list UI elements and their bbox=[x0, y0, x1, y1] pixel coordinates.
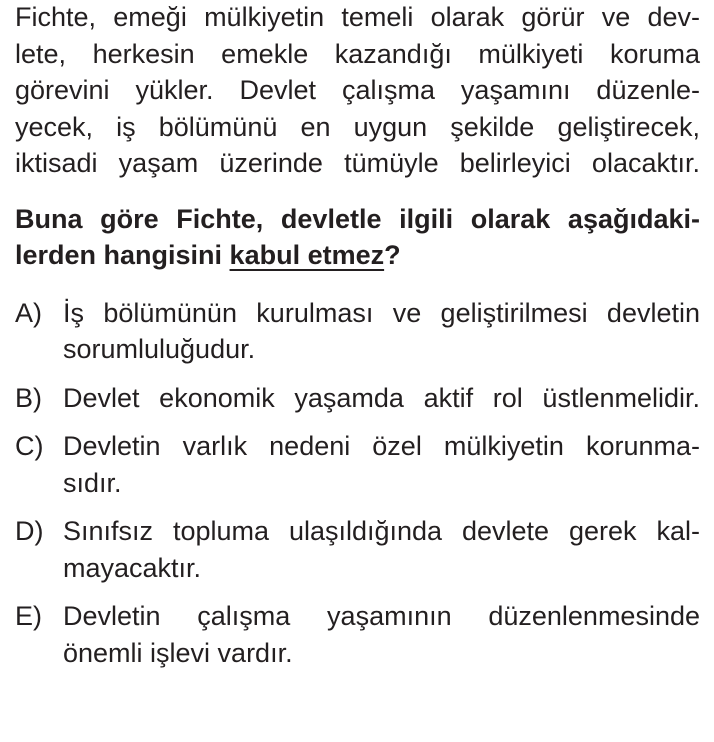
option-text bbox=[63, 295, 700, 368]
option-line: önemli işlevi vardır. bbox=[63, 637, 293, 668]
option-letter: D) bbox=[15, 516, 44, 546]
option-line: Devlet ekonomik yaşamda aktif rol üstlenmelidir. bbox=[63, 382, 700, 413]
question-stem bbox=[15, 201, 700, 274]
passage-line: görevini yükler. Devlet çalışma yaşamını düzenle- bbox=[15, 75, 700, 105]
question-line: Buna göre Fichte, devletle ilgili olarak aşağıdaki- bbox=[15, 203, 700, 234]
question-mark: ? bbox=[384, 240, 401, 270]
passage-line: Fichte, emeği mülkiyetin temeli olarak görür ve dev- bbox=[15, 2, 700, 32]
question-text: lerden hangisini bbox=[15, 240, 230, 270]
option-line: İş bölümünün kurulması ve geliştirilmesi devletin bbox=[63, 297, 700, 328]
option-e[interactable] bbox=[15, 598, 700, 671]
option-letter: B) bbox=[15, 382, 42, 413]
passage-line: iktisadi yaşam üzerinde tümüyle belirleyici olacaktır. bbox=[15, 148, 700, 178]
option-line: mayacaktır. bbox=[63, 552, 202, 583]
option-text bbox=[63, 513, 700, 586]
passage-line: lete, herkesin emekle kazandığı mülkiyeti koruma bbox=[15, 38, 700, 69]
option-b[interactable] bbox=[15, 380, 700, 417]
option-line: Sınıfsız topluma ulaşıldığında devlete gerek kal- bbox=[63, 516, 700, 546]
question-line bbox=[15, 237, 700, 274]
option-text bbox=[63, 598, 700, 671]
option-letter: E) bbox=[15, 601, 42, 631]
option-text bbox=[63, 380, 700, 417]
question-emphasis: kabul etmez bbox=[229, 240, 385, 270]
option-a[interactable] bbox=[15, 295, 700, 368]
option-line: sorumluluğudur. bbox=[63, 334, 256, 364]
option-letter: C) bbox=[15, 431, 44, 461]
option-d[interactable] bbox=[15, 513, 700, 586]
option-line: Devletin varlık nedeni özel mülkiyetin korunma- bbox=[63, 431, 700, 461]
option-text bbox=[63, 428, 700, 501]
option-c[interactable] bbox=[15, 428, 700, 501]
answer-options bbox=[15, 295, 700, 672]
passage bbox=[15, 0, 700, 182]
option-letter: A) bbox=[15, 297, 42, 328]
passage-line: yecek, iş bölümünü en uygun şekilde geliştirecek, bbox=[15, 111, 700, 142]
option-line: sıdır. bbox=[63, 467, 122, 498]
option-line: Devletin çalışma yaşamının düzenlenmesinde bbox=[63, 601, 700, 631]
